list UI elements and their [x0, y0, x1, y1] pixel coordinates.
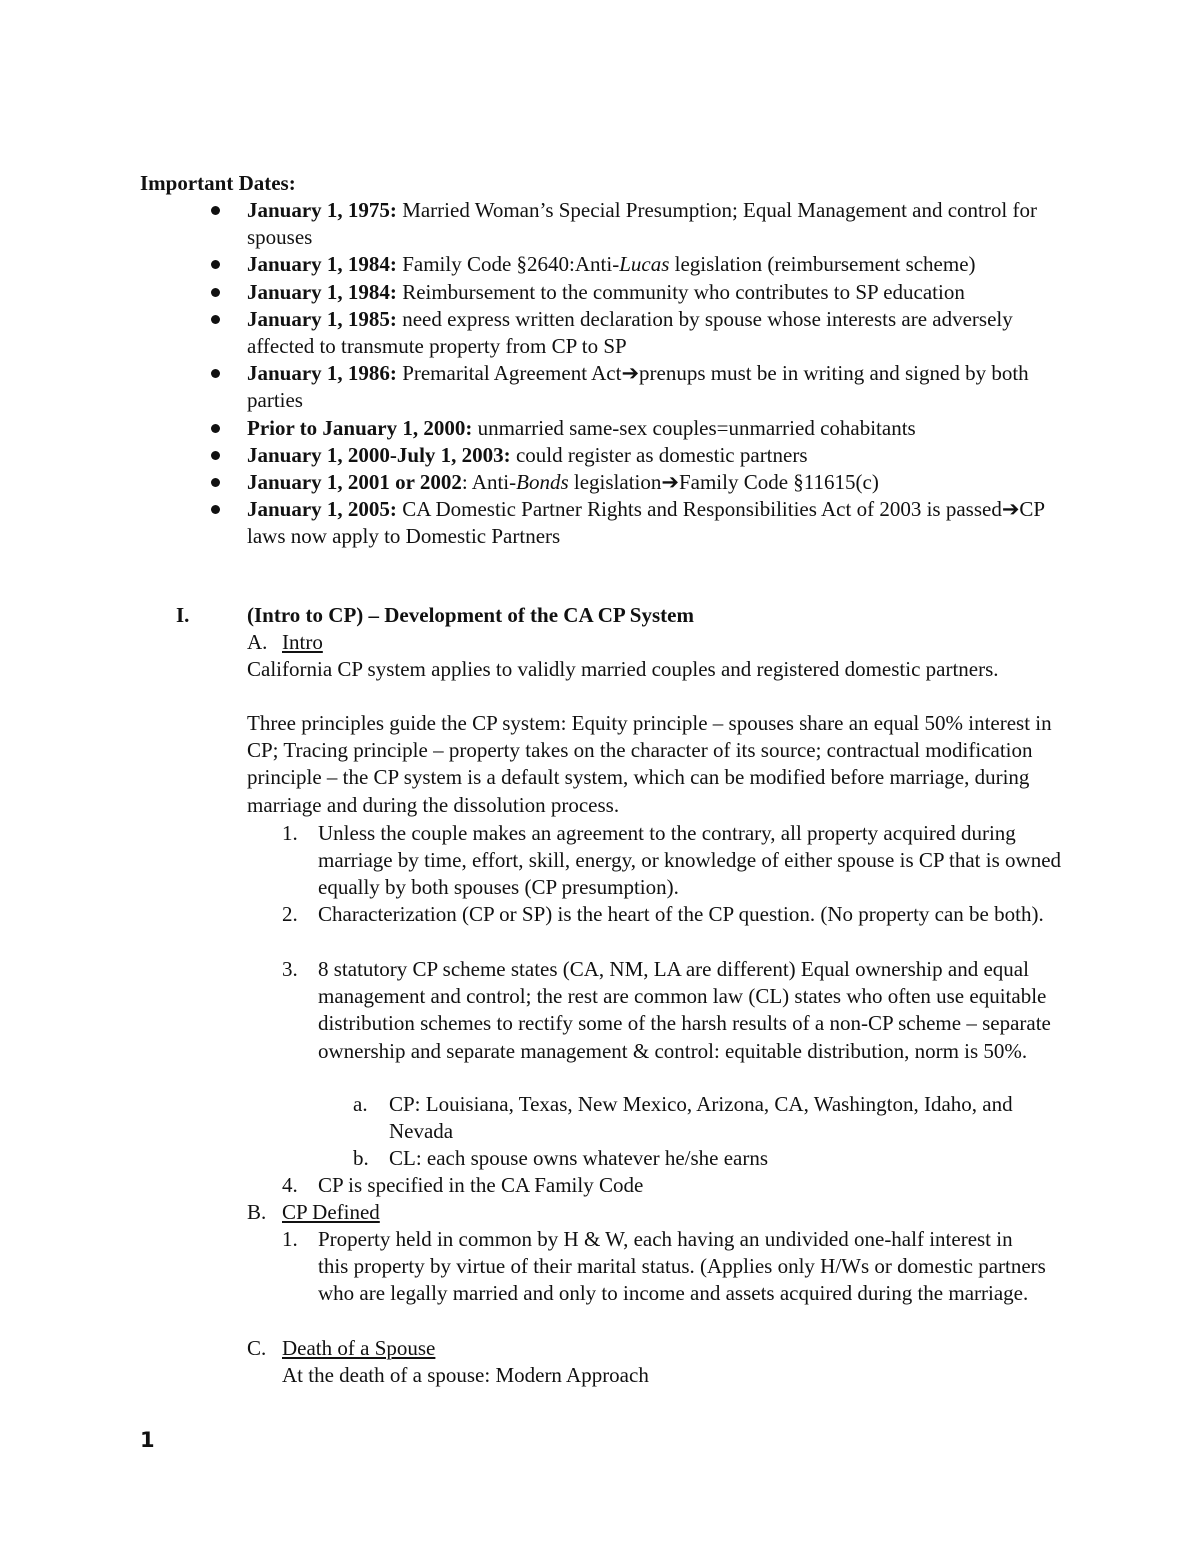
page-number: 1	[140, 1428, 155, 1452]
date-item: January 1, 2001 or 2002: Anti-Bonds legislation➔Family Code §11615(c)	[0, 469, 1057, 496]
bullet-icon	[211, 260, 220, 269]
sub-list-item: CP: Louisiana, Texas, New Mexico, Arizona, CA, Washington, Idaho, and Nevada	[389, 1092, 1013, 1144]
subsection-c-title: Death of a Spouse	[282, 1336, 436, 1360]
item-number: 4.	[282, 1173, 298, 1197]
date-item: January 1, 1985: need express written declaration by spouse whose interests are adversely affected to transmute property from CP to SP	[0, 306, 1057, 360]
bullet-icon	[211, 206, 220, 215]
subitem-letter: b.	[353, 1146, 369, 1170]
date-item: Prior to January 1, 2000: unmarried same-sex couples=unmarried cohabitants	[0, 415, 1057, 442]
subsection-c-text: At the death of a spouse: Modern Approach	[282, 1363, 649, 1387]
bullet-icon	[211, 288, 220, 297]
date-item: January 1, 1984: Reimbursement to the community who contributes to SP education	[0, 279, 1057, 306]
bullet-icon	[211, 478, 220, 487]
list-item: Characterization (CP or SP) is the heart of the CP question. (No property can be both).	[318, 902, 1044, 926]
list-item: 8 statutory CP scheme states (CA, NM, LA are different) Equal ownership and equal management and control; the rest are common law (CL) states who often use equitable distribution schemes to rectify some of the harsh results of a non-CP scheme – separate ownership and separate management & control: equitable distribution, norm is 50%.	[318, 957, 1051, 1063]
intro-paragraph-2: Three principles guide the CP system: Equity principle – spouses share an equal 50% interest in CP; Tracing principle – property takes on the character of its source; contractual modification principle – the CP system is a default system, which can be modified before marriage, during marriage and during the dissolution process.	[247, 711, 1052, 817]
subsection-c-label: C.	[247, 1336, 267, 1360]
date-item: January 1, 1975: Married Woman’s Special Presumption; Equal Management and control for spouses	[0, 197, 1057, 251]
item-number: 2.	[282, 902, 298, 926]
section-numeral: I.	[176, 603, 190, 627]
item-number: 1.	[282, 821, 298, 845]
list-item: Unless the couple makes an agreement to the contrary, all property acquired during marriage by time, effort, skill, energy, or knowledge of either spouse is CP that is owned equally by both spouses (CP presumption).	[318, 821, 1062, 900]
bullet-icon	[211, 451, 220, 460]
date-item: January 1, 1984: Family Code §2640:Anti-Lucas legislation (reimbursement scheme)	[0, 251, 1057, 278]
date-item: January 1, 1986: Premarital Agreement Act➔prenups must be in writing and signed by both parties	[0, 360, 1057, 414]
important-dates-heading: Important Dates:	[140, 171, 296, 195]
subitem-letter: a.	[353, 1092, 368, 1116]
list-item: Property held in common by H & W, each having an undivided one-half interest in this property by virtue of their marital status. (Applies only H/Ws or domestic partners who are legally married and only to income and assets acquired during the marriage.	[318, 1227, 1046, 1306]
subsection-b-label: B.	[247, 1200, 267, 1224]
date-item: January 1, 2000-July 1, 2003: could register as domestic partners	[0, 442, 1057, 469]
list-item: CP is specified in the CA Family Code	[318, 1173, 644, 1197]
sub-list-item: CL: each spouse owns whatever he/she earns	[389, 1146, 769, 1170]
intro-paragraph-1: California CP system applies to validly married couples and registered domestic partners.	[247, 657, 999, 681]
important-dates-list	[0, 197, 1200, 551]
section-title: (Intro to CP) – Development of the CA CP System	[247, 603, 694, 627]
bullet-icon	[211, 424, 220, 433]
item-number: 1.	[282, 1227, 298, 1251]
subsection-a-label: A.	[247, 630, 268, 654]
bullet-icon	[211, 315, 220, 324]
bullet-icon	[211, 369, 220, 378]
subsection-b-title: CP Defined	[282, 1200, 380, 1224]
item-number: 3.	[282, 957, 298, 981]
bullet-icon	[211, 505, 220, 514]
subsection-a-title: Intro	[282, 630, 323, 654]
date-item: January 1, 2005: CA Domestic Partner Rights and Responsibilities Act of 2003 is passed➔CP laws now apply to Domestic Partners	[0, 496, 1057, 550]
